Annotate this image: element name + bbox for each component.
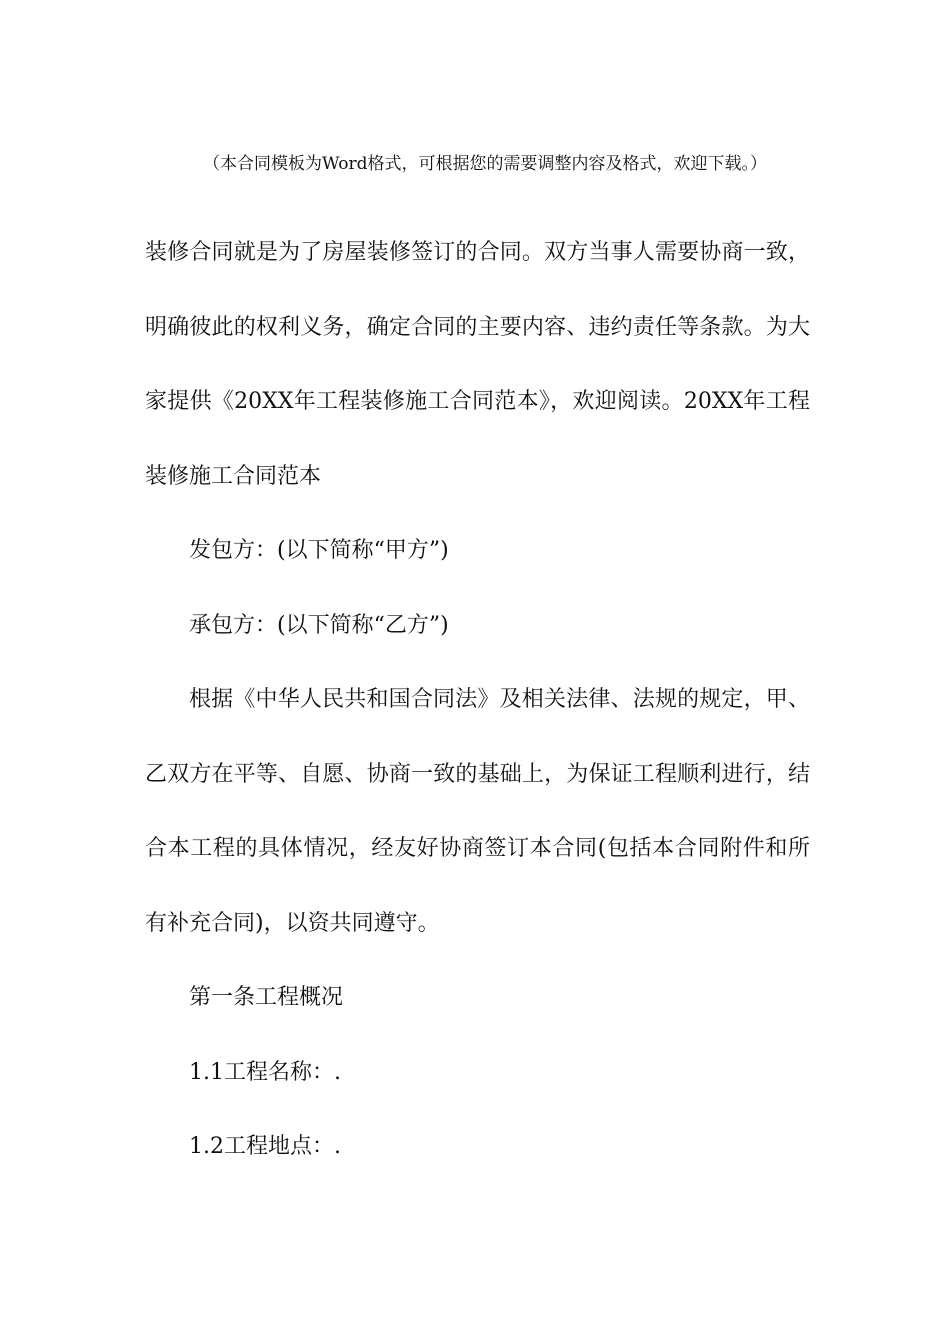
party-b-line: 承包方：(以下简称“乙方”) bbox=[189, 612, 449, 638]
contract-body bbox=[145, 216, 810, 1185]
legal-basis-paragraph: 根据《中华人民共和国合同法》及相关法律、法规的规定，甲、乙双方在平等、自愿、协商一致的基础上，为保证工程顺利进行，结合本工程的具体情况，经友好协商签订本合同(包括本合同附件和所有补充合同)，以资共同遵守。 bbox=[145, 687, 810, 936]
article-1-heading: 第一条工程概况 bbox=[189, 985, 344, 1010]
project-location-line: 1.2工程地点：. bbox=[189, 1134, 341, 1159]
intro-paragraph: 装修合同就是为了房屋装修签订的合同。双方当事人需要协商一致，明确彼此的权利义务，确定合同的主要内容、违约责任等条款。为大家提供《20XX年工程装修施工合同范本》，欢迎阅读。20XX年工程装修施工合同范本 bbox=[145, 240, 810, 489]
project-name-line: 1.1工程名称：. bbox=[189, 1059, 341, 1085]
party-a-line: 发包方：(以下简称“甲方”) bbox=[189, 538, 449, 563]
template-notice: （本合同模板为Word格式，可根据您的需要调整内容及格式，欢迎下载。） bbox=[202, 154, 768, 174]
